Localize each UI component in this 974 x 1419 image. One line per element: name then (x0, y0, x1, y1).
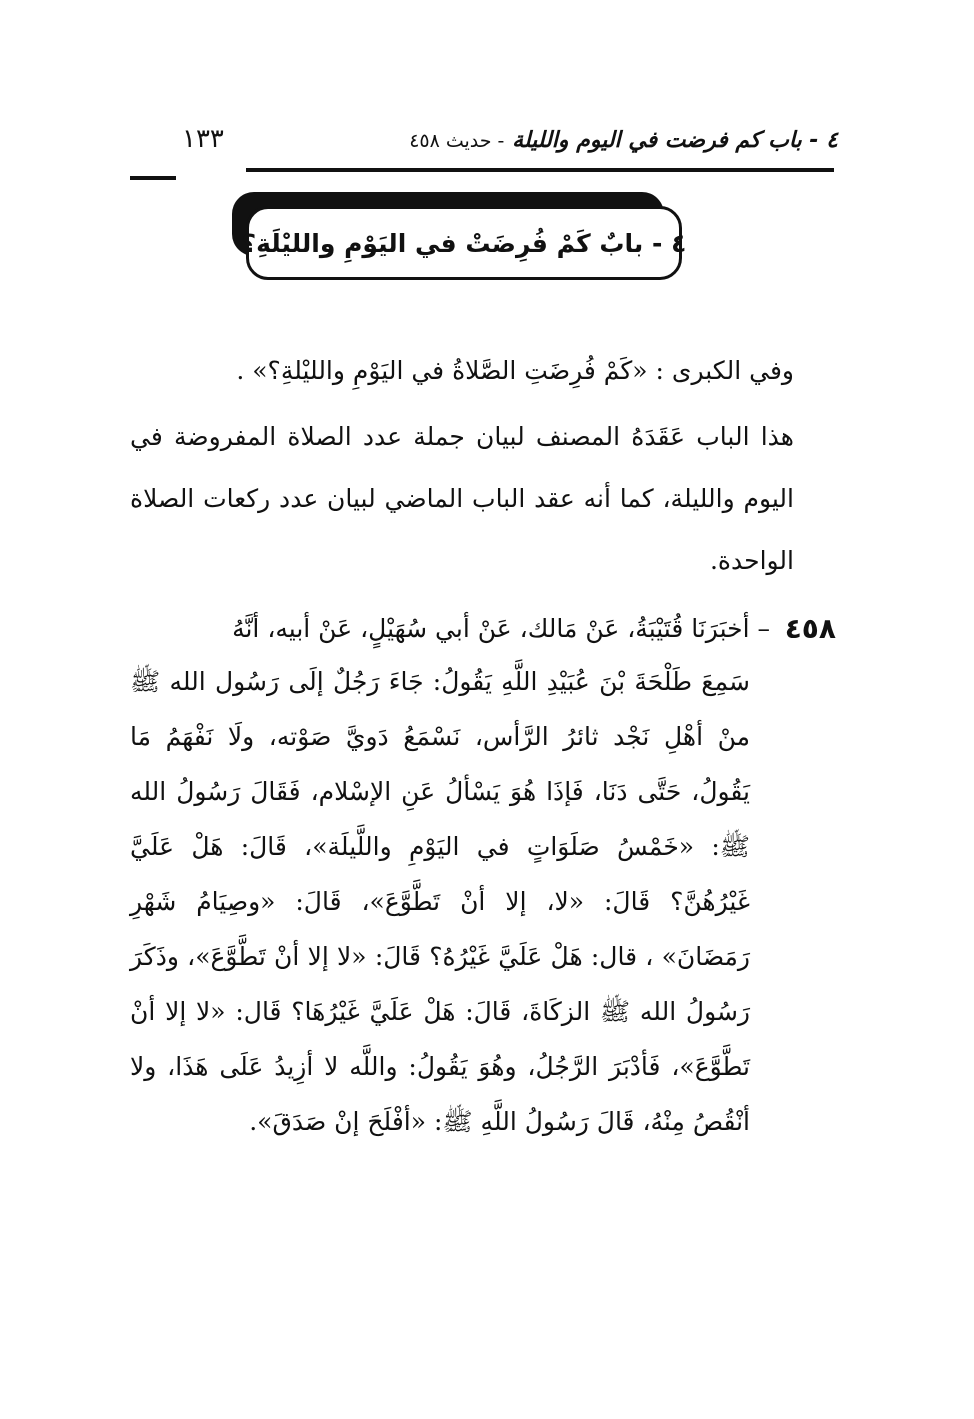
page-number: ١٣٣ (182, 124, 224, 154)
paragraph-commentary: هذا الباب عَقَدَهُ المصنف لبيان جملة عدد الصلاة المفروضة في اليوم والليلة، كما أنه عقد الباب الماضي لبيان عدد ركعات الصلاة الواحدة. (130, 422, 794, 575)
hadith-number: ٤٥٨ (784, 612, 836, 645)
running-header-chapter: ٤ - باب كم فرضت في اليوم والليلة (512, 128, 838, 153)
chapter-heading-box (241, 206, 687, 280)
hadith-text: سَمِعَ طَلْحَةَ بْنَ عُبَيْدِ اللَّهِ يَقُولُ: جَاءَ رَجُلٌ إلَى رَسُول الله ﷺ منْ أهْلِ نَجْد ثائرُ الرَّأس، نَسْمَعُ دَويَّ صَوْته، ولَا نَفْهَمُ مَا يَقُولُ، حَتَّى دَنَا، فَإذَا هُوَ يَسْألُ عَنِ الإسْلام، فَقَالَ رَسُولُ الله ﷺ: «خَمْسُ صَلَوَاتٍ في اليَوْمِ واللَّيلَة»، قَالَ: هَلْ عَلَيَّ غَيْرُهُنَّ؟ قَالَ: «لا، إلا أنْ تَطَّوَّعَ»، قَالَ: «وصِيَامُ شَهْرِ رَمَضَانَ» ، قال: هَلْ عَلَيَّ غَيْرُهُ؟ قَالَ: «لا إلا أنْ تَطَّوَّعَ»، وذَكَرَ رَسُولُ الله ﷺ الزكَاةَ، قَالَ: هَلْ عَلَيَّ غَيْرُهَا؟ قَال: «لا إلا أنْ تَطَّوَّعَ»، فَأدْبَرَ الرَّجُلُ، وهُوَ يَقُولُ: واللَّه لا أزِيدُ عَلَى هَذَا، ولا أنْقُصُ مِنْهُ، قَالَ رَسُولُ اللَّهِ ﷺ: «أفْلَحَ إنْ صَدَقَ». (130, 667, 750, 1136)
hadith-isnad-line: – أخبَرَنَا قُتَيْبَةُ، عَنْ مَالك، عَنْ أبي سُهَيْلٍ، عَنْ أبيه، أنَّهُ (232, 614, 770, 643)
running-header-title (409, 128, 838, 153)
running-header-hadith-ref: - حديث ٤٥٨ (409, 130, 505, 152)
header-rule (246, 168, 834, 172)
chapter-heading: ٤ - بابٌ كَمْ فُرِضَتْ في اليَوْمِ والليْلَةِ؟ (241, 228, 687, 258)
paragraph-kubra-variant: وفي الكبرى : «كَمْ فُرِضَتِ الصَّلاةُ في اليَوْمِ والليْلةِ؟» . (236, 356, 794, 385)
header-rule-short (130, 176, 176, 180)
running-header (130, 124, 838, 168)
